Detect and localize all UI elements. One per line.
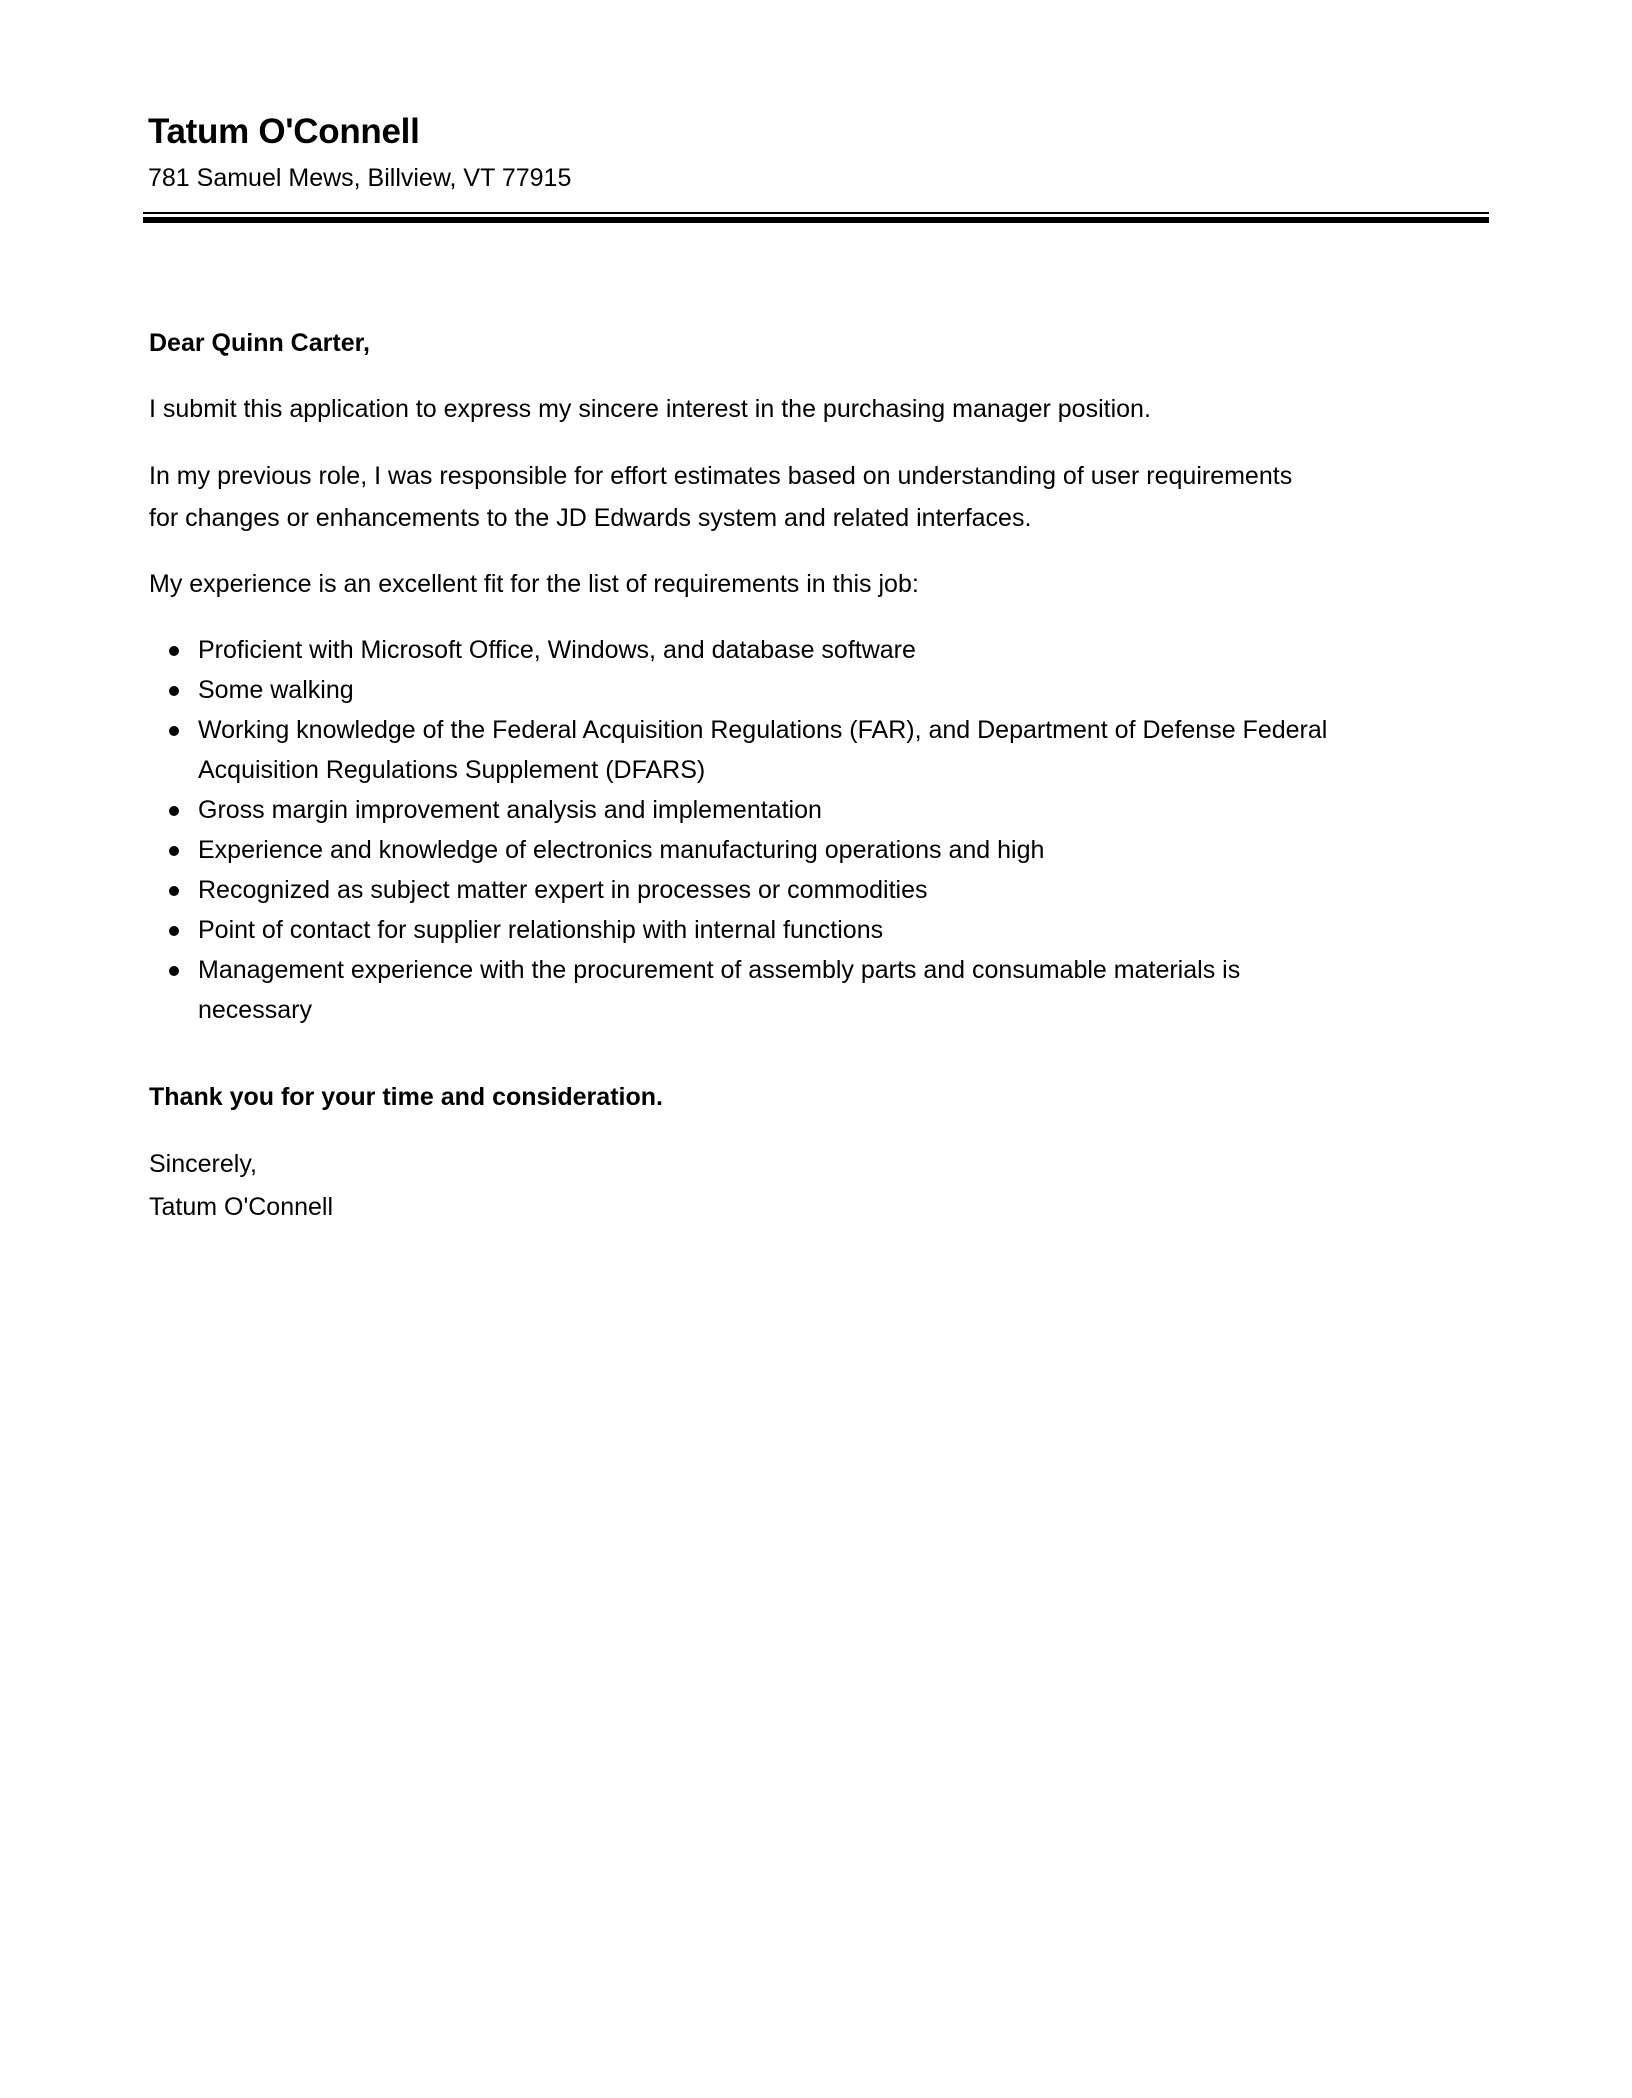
paragraph-line: for changes or enhancements to the JD Edwards system and related interfaces. bbox=[149, 504, 1032, 532]
header-divider-thin bbox=[143, 212, 1489, 214]
signature-name: Tatum O'Connell bbox=[149, 1193, 334, 1221]
list-item bbox=[149, 670, 1509, 710]
list-item bbox=[149, 910, 1509, 950]
requirements-list bbox=[149, 630, 1509, 1030]
bullet-icon bbox=[169, 886, 179, 896]
list-item-text: Recognized as subject matter expert in processes or commodities bbox=[198, 876, 928, 904]
paragraph-line: My experience is an excellent fit for the list of requirements in this job: bbox=[149, 570, 919, 598]
paragraph-line: In my previous role, I was responsible for effort estimates based on understanding of user requirements bbox=[149, 462, 1293, 490]
list-item-text: Gross margin improvement analysis and implementation bbox=[198, 796, 822, 824]
list-item-text-continued: necessary bbox=[198, 996, 312, 1024]
list-item-text: Proficient with Microsoft Office, Windows, and database software bbox=[198, 636, 916, 664]
closing-line: Thank you for your time and consideration. bbox=[149, 1083, 663, 1111]
list-item bbox=[149, 870, 1509, 910]
paragraph-previous-role bbox=[149, 455, 1509, 539]
list-item bbox=[149, 630, 1509, 670]
bullet-icon bbox=[169, 846, 179, 856]
sender-address: 781 Samuel Mews, Billview, VT 77915 bbox=[148, 164, 572, 192]
paragraph-intro bbox=[149, 388, 1509, 430]
list-item-text: Some walking bbox=[198, 676, 354, 704]
list-item-text: Working knowledge of the Federal Acquisition Regulations (FAR), and Department of Defense Federal bbox=[198, 716, 1328, 744]
salutation: Dear Quinn Carter, bbox=[149, 329, 370, 357]
bullet-icon bbox=[169, 686, 179, 696]
sender-name: Tatum O'Connell bbox=[148, 112, 420, 151]
paragraph-line: I submit this application to express my sincere interest in the purchasing manager position. bbox=[149, 395, 1151, 423]
bullet-icon bbox=[169, 806, 179, 816]
bullet-icon bbox=[169, 926, 179, 936]
list-item-text: Management experience with the procurement of assembly parts and consumable materials is bbox=[198, 956, 1241, 984]
list-item-text-continued: Acquisition Regulations Supplement (DFARS) bbox=[198, 756, 706, 784]
list-item bbox=[149, 790, 1509, 830]
list-item bbox=[149, 710, 1509, 790]
list-item-text: Point of contact for supplier relationship with internal functions bbox=[198, 916, 884, 944]
list-item-text: Experience and knowledge of electronics manufacturing operations and high bbox=[198, 836, 1045, 864]
bullet-icon bbox=[169, 966, 179, 976]
list-item bbox=[149, 830, 1509, 870]
signoff: Sincerely, bbox=[149, 1150, 257, 1178]
list-item bbox=[149, 950, 1509, 1030]
bullet-icon bbox=[169, 646, 179, 656]
header-divider-thick bbox=[143, 217, 1489, 223]
paragraph-requirements-intro bbox=[149, 563, 1509, 605]
bullet-icon bbox=[169, 726, 179, 736]
